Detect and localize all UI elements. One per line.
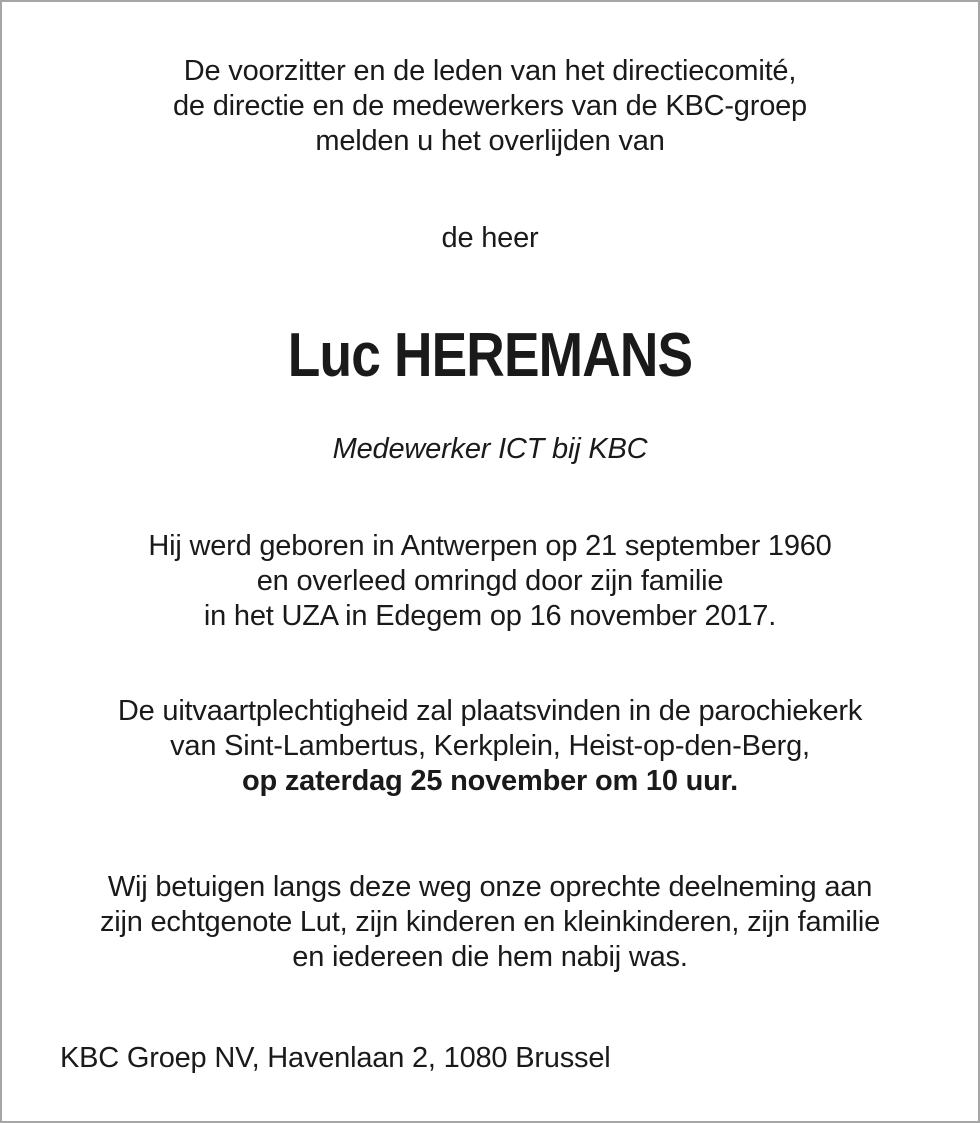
bio-line: en overleed omringd door zijn familie (256, 565, 724, 597)
intro-text (0, 54, 980, 159)
sender-address: KBC Groep NV, Havenlaan 2, 1080 Brussel (60, 1042, 611, 1074)
intro-line: melden u het overlijden van (315, 125, 665, 157)
funeral-line: De uitvaartplechtigheid zal plaatsvinden in de parochiekerk (117, 695, 863, 727)
honorific: de heer (441, 222, 539, 254)
condolence-line: Wij betuigen langs deze weg onze oprechte deelneming aan (107, 871, 873, 903)
deceased-name: Luc HEREMANS (287, 321, 693, 390)
intro-line: De voorzitter en de leden van het directiecomité, (183, 55, 797, 87)
bio-line: in het UZA in Edegem op 16 november 2017. (203, 600, 777, 632)
funeral-info (0, 694, 980, 799)
funeral-line: van Sint-Lambertus, Kerkplein, Heist-op-den-Berg, (170, 730, 810, 762)
biography (0, 529, 980, 634)
deceased-role: Medewerker ICT bij KBC (332, 433, 648, 465)
funeral-date: op zaterdag 25 november om 10 uur. (241, 765, 738, 797)
bio-line: Hij werd geboren in Antwerpen op 21 september 1960 (148, 530, 832, 562)
intro-line: de directie en de medewerkers van de KBC-groep (173, 90, 807, 122)
condolence-text (0, 870, 980, 975)
condolence-line: en iedereen die hem nabij was. (292, 941, 688, 973)
condolence-line: zijn echtgenote Lut, zijn kinderen en kleinkinderen, zijn familie (99, 906, 881, 938)
